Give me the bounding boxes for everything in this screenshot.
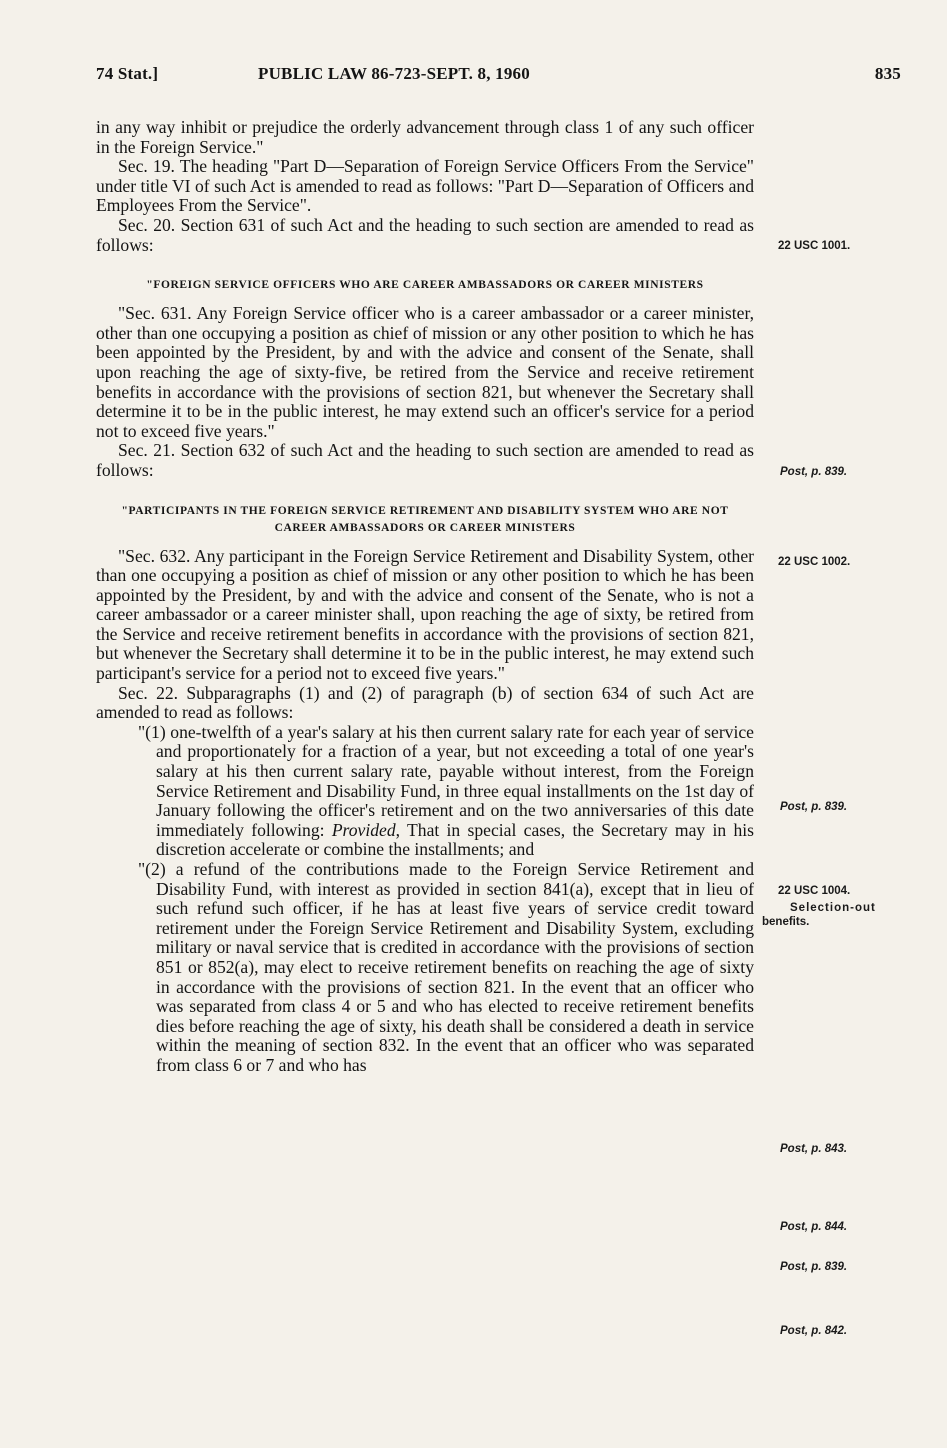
section-heading-632: "PARTICIPANTS IN THE FOREIGN SERVICE RETIREMENT AND DISABILITY SYSTEM WHO ARE NOT CAREER AMBASSADORS OR CAREER MINISTERS [121,504,729,534]
subparagraph-2: "(2) a refund of the contributions made to the Foreign Service Retirement and Disability Fund, with interest as provided in section 841(a), except that in lieu of such refund such officer, if he has at least five years of service credit toward retirement under the Foreign Service Retirement and Disability System, excluding military or naval service that is credited in accordance with the provisions of section 851 or 852(a), may elect to receive retirement benefits on reaching the age of sixty in accordance with the provisions of section 821. In the event that an officer who was separated from class 4 or 5 and who has elected to receive retirement benefits dies before reaching the age of sixty, his death shall be considered a death in service within the meaning of section 832. In the event that an officer who was separated from class 6 or 7 and who has [138,859,754,1075]
paragraph-continuation: in any way inhibit or prejudice the orderly advancement through class 1 of any such officer in the Foreign Service." [96,117,754,157]
margin-note-selection-out: Selection-out [790,902,876,914]
margin-note-benefits: benefits. [762,916,810,928]
subparagraph-1-tail: , That in special cases, the Secretary may in his discretion accelerate or combine the installments; and [156,819,754,860]
margin-note-22usc1001: 22 USC 1001. [778,240,851,252]
margin-note-post-839: Post, p. 839. [780,466,848,478]
page-number: 835 [874,64,901,83]
section-21: Sec. 21. Section 632 of such Act and the heading to such section are amended to read as follows: [96,440,754,480]
margin-note-22usc1004: 22 USC 1004. [778,885,851,897]
section-631-text: "Sec. 631. Any Foreign Service officer who is a career ambassador or a career minister, other than one occupying a position as chief of mission or any other position to which he has been appointed by the President, by and with the advice and consent of the Senate, shall upon reaching the age of sixty-five, be retired from the Service and receive retirement benefits in accordance with the provisions of section 821, but whenever the Secretary shall determine it to be in the public interest, he may extend such an officer's service for a period not to exceed five years." [96,303,754,441]
margin-note-22usc1002: 22 USC 1002. [778,556,851,568]
section-22: Sec. 22. Subparagraphs (1) and (2) of paragraph (b) of section 634 of such Act are amended to read as follows: [96,682,754,723]
volume-citation: 74 Stat.] [96,64,159,83]
section-20: Sec. 20. Section 631 of such Act and the heading to such section are amended to read as follows: [96,214,754,255]
subparagraph-1-text: "(1) one-twelfth of a year's salary at his then current salary rate for each year of service and proportionately for a fraction of a year, but not exceeding a total of one year's salary at his then current salary rate, payable without interest, from the Foreign Service Retirement and Disability Fund, in three equal installments on the 1st day of January following the officer's retirement and on the two anniversaries of this date immediately following: [138,721,754,840]
section-632-text: "Sec. 632. Any participant in the Foreign Service Retirement and Disability System, other than one occupying a position as chief of mission or any other position to which he has been appointed by the President, by and with the advice and consent of the Senate, who is not a career ambassador or a career minister shall, upon reaching the age of sixty, be retired from the Service and receive retirement benefits in accordance with the provisions of section 821, but whenever the Secretary shall determine it to be in the public interest, he may extend such participant's service for a period not to exceed five years." [96,545,754,684]
margin-note-post-842: Post, p. 842. [780,1325,848,1337]
section-19: Sec. 19. The heading "Part D—Separation of Foreign Service Officers From the Service" under title VI of such Act is amended to read as follows: "Part D—Separation of Officers and Employees From the Service". [96,156,754,216]
law-title: PUBLIC LAW 86-723-SEPT. 8, 1960 [258,64,530,83]
margin-note-post-843: Post, p. 843. [780,1143,848,1155]
margin-note-post-839-b: Post, p. 839. [780,801,848,813]
provided-clause: Provided [331,819,396,840]
margin-note-post-839-c: Post, p. 839. [780,1261,848,1273]
section-heading-631: "FOREIGN SERVICE OFFICERS WHO ARE CAREER AMBASSADORS OR CAREER MINISTERS [146,279,704,292]
margin-note-post-844: Post, p. 844. [780,1221,848,1233]
